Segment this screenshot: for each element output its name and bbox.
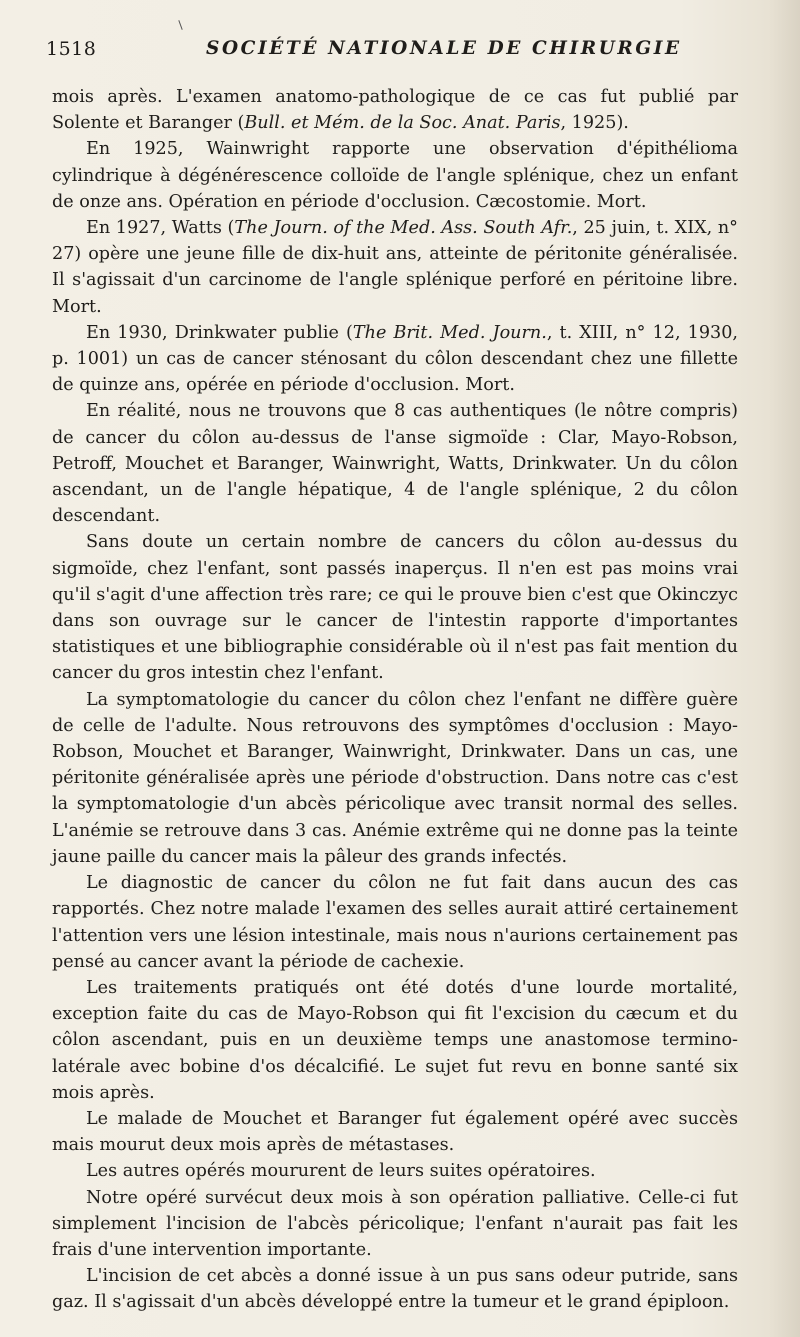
paragraph-text: Les autres opérés moururent de leurs suites opératoires. xyxy=(86,1161,596,1182)
paragraph xyxy=(52,529,738,686)
paragraph xyxy=(52,1263,738,1315)
citation-title: Bull. et Mém. de la Soc. Anat. Paris xyxy=(244,113,561,134)
paragraph-text: , 25 juin, t. XIX, n° 27) opère une jeune fille de dix-huit ans, atteinte de péritonite généralisée. Il s'agissait d'un carcinome de l'angle splénique perforé en péritoine libre. Mort. xyxy=(52,218,738,317)
paragraph-text: En 1925, Wainwright rapporte une observation d'épithélioma cylindrique à dégénérescence colloïde de l'angle splénique, chez un enfant de onze ans. Opération en période d'occlusion. Cæcostomie. Mort. xyxy=(52,139,738,212)
stray-mark xyxy=(178,20,182,30)
paragraph-text: La symptomatologie du cancer du côlon chez l'enfant ne diffère guère de celle de l'adulte. Nous retrouvons des symptômes d'occlusion : Mayo-Robson, Mouchet et Baranger, Wainwright, Drinkwater. Dans un cas, une péritonite généralisée après une période d'obstruction. Dans notre cas c'est la symptomatologie d'un abcès péricolique avec transit normal des selles. L'anémie se retrouve dans 3 cas. Anémie extrême qui ne donne pas la teinte jaune paille du cancer mais la pâleur des grands infectés. xyxy=(52,689,738,867)
paragraph xyxy=(52,398,738,529)
paragraph-text: , 1925). xyxy=(560,113,629,134)
body-text xyxy=(52,84,738,1316)
paragraph-text: L'incision de cet abcès a donné issue à un pus sans odeur putride, sans gaz. Il s'agissait d'un abcès développé entre la tumeur et le grand épiploon. xyxy=(52,1266,738,1313)
paragraph-text: Le malade de Mouchet et Baranger fut également opéré avec succès mais mourut deux mois après de métastases. xyxy=(52,1108,738,1156)
citation-title: The Journ. of the Med. Ass. South Afr. xyxy=(234,218,573,239)
paragraph-text: Sans doute un certain nombre de cancers du côlon au-dessus du sigmoïde, chez l'enfant, sont passés inaperçus. Il n'en est pas moins vrai qu'il s'agit d'une affection très rare; ce qui le prouve bien c'est que Okinczyc dans son ouvrage sur le cancer de l'intestin rapporte d'importantes statistiques et une bibliographie considérable où il n'est pas fait mention du cancer du gros intestin chez l'enfant. xyxy=(52,532,738,684)
paragraph-text: Notre opéré survécut deux mois à son opération palliative. Celle-ci fut simplement l'incision de l'abcès péricolique; l'enfant n'aurait pas fait les frais d'une intervention importante. xyxy=(52,1187,738,1260)
page-header xyxy=(46,38,776,64)
paragraph xyxy=(52,215,738,320)
paragraph-text: En 1930, Drinkwater publie ( xyxy=(86,322,353,343)
paragraph xyxy=(52,84,738,136)
paragraph xyxy=(52,687,738,870)
paragraph xyxy=(52,1158,738,1184)
paragraph-text: En réalité, nous ne trouvons que 8 cas authentiques (le nôtre compris) de cancer du côlon au-dessus de l'anse sigmoïde : Clar, Mayo-Robson, Petroff, Mouchet et Baranger, Wainwright, Watts, Drinkwater. Un du côlon ascendant, un de l'angle hépatique, 4 de l'angle splénique, 2 du côlon descendant. xyxy=(52,401,738,527)
paragraph-text: mois après. L'examen anatomo-pathologique de ce cas fut publié par Solente et Baranger ( xyxy=(52,87,738,134)
paragraph xyxy=(52,320,738,399)
paragraph xyxy=(52,136,738,215)
paragraph xyxy=(52,975,738,1106)
paragraph-text: , t. XIII, n° 12, 1930, p. 1001) un cas de cancer sténosant du côlon descendant chez une fillette de quinze ans, opérée en période d'occlusion. Mort. xyxy=(52,322,738,396)
running-head: SOCIÉTÉ NATIONALE DE CHIRURGIE xyxy=(206,38,682,59)
paragraph-text: En 1927, Watts ( xyxy=(86,218,235,239)
paragraph xyxy=(52,1185,738,1264)
paragraph-text: Les traitements pratiqués ont été dotés d'une lourde mortalité, exception faite du cas de Mayo-Robson qui fit l'excision du cæcum et du côlon ascendant, puis en un deuxième temps une anastomose termino-latérale avec bobine d'os décalcifié. Le sujet fut revu en bonne santé six mois après. xyxy=(52,977,738,1103)
page-number: 1518 xyxy=(46,38,97,60)
paragraph xyxy=(52,870,738,975)
paragraph xyxy=(52,1106,738,1158)
paragraph-text: Le diagnostic de cancer du côlon ne fut fait dans aucun des cas rapportés. Chez notre malade l'examen des selles aurait attiré certainement l'attention vers une lésion intestinale, mais nous n'aurions certainement pas pensé au cancer avant la période de cachexie. xyxy=(52,873,738,972)
citation-title: The Brit. Med. Journ. xyxy=(352,322,547,343)
